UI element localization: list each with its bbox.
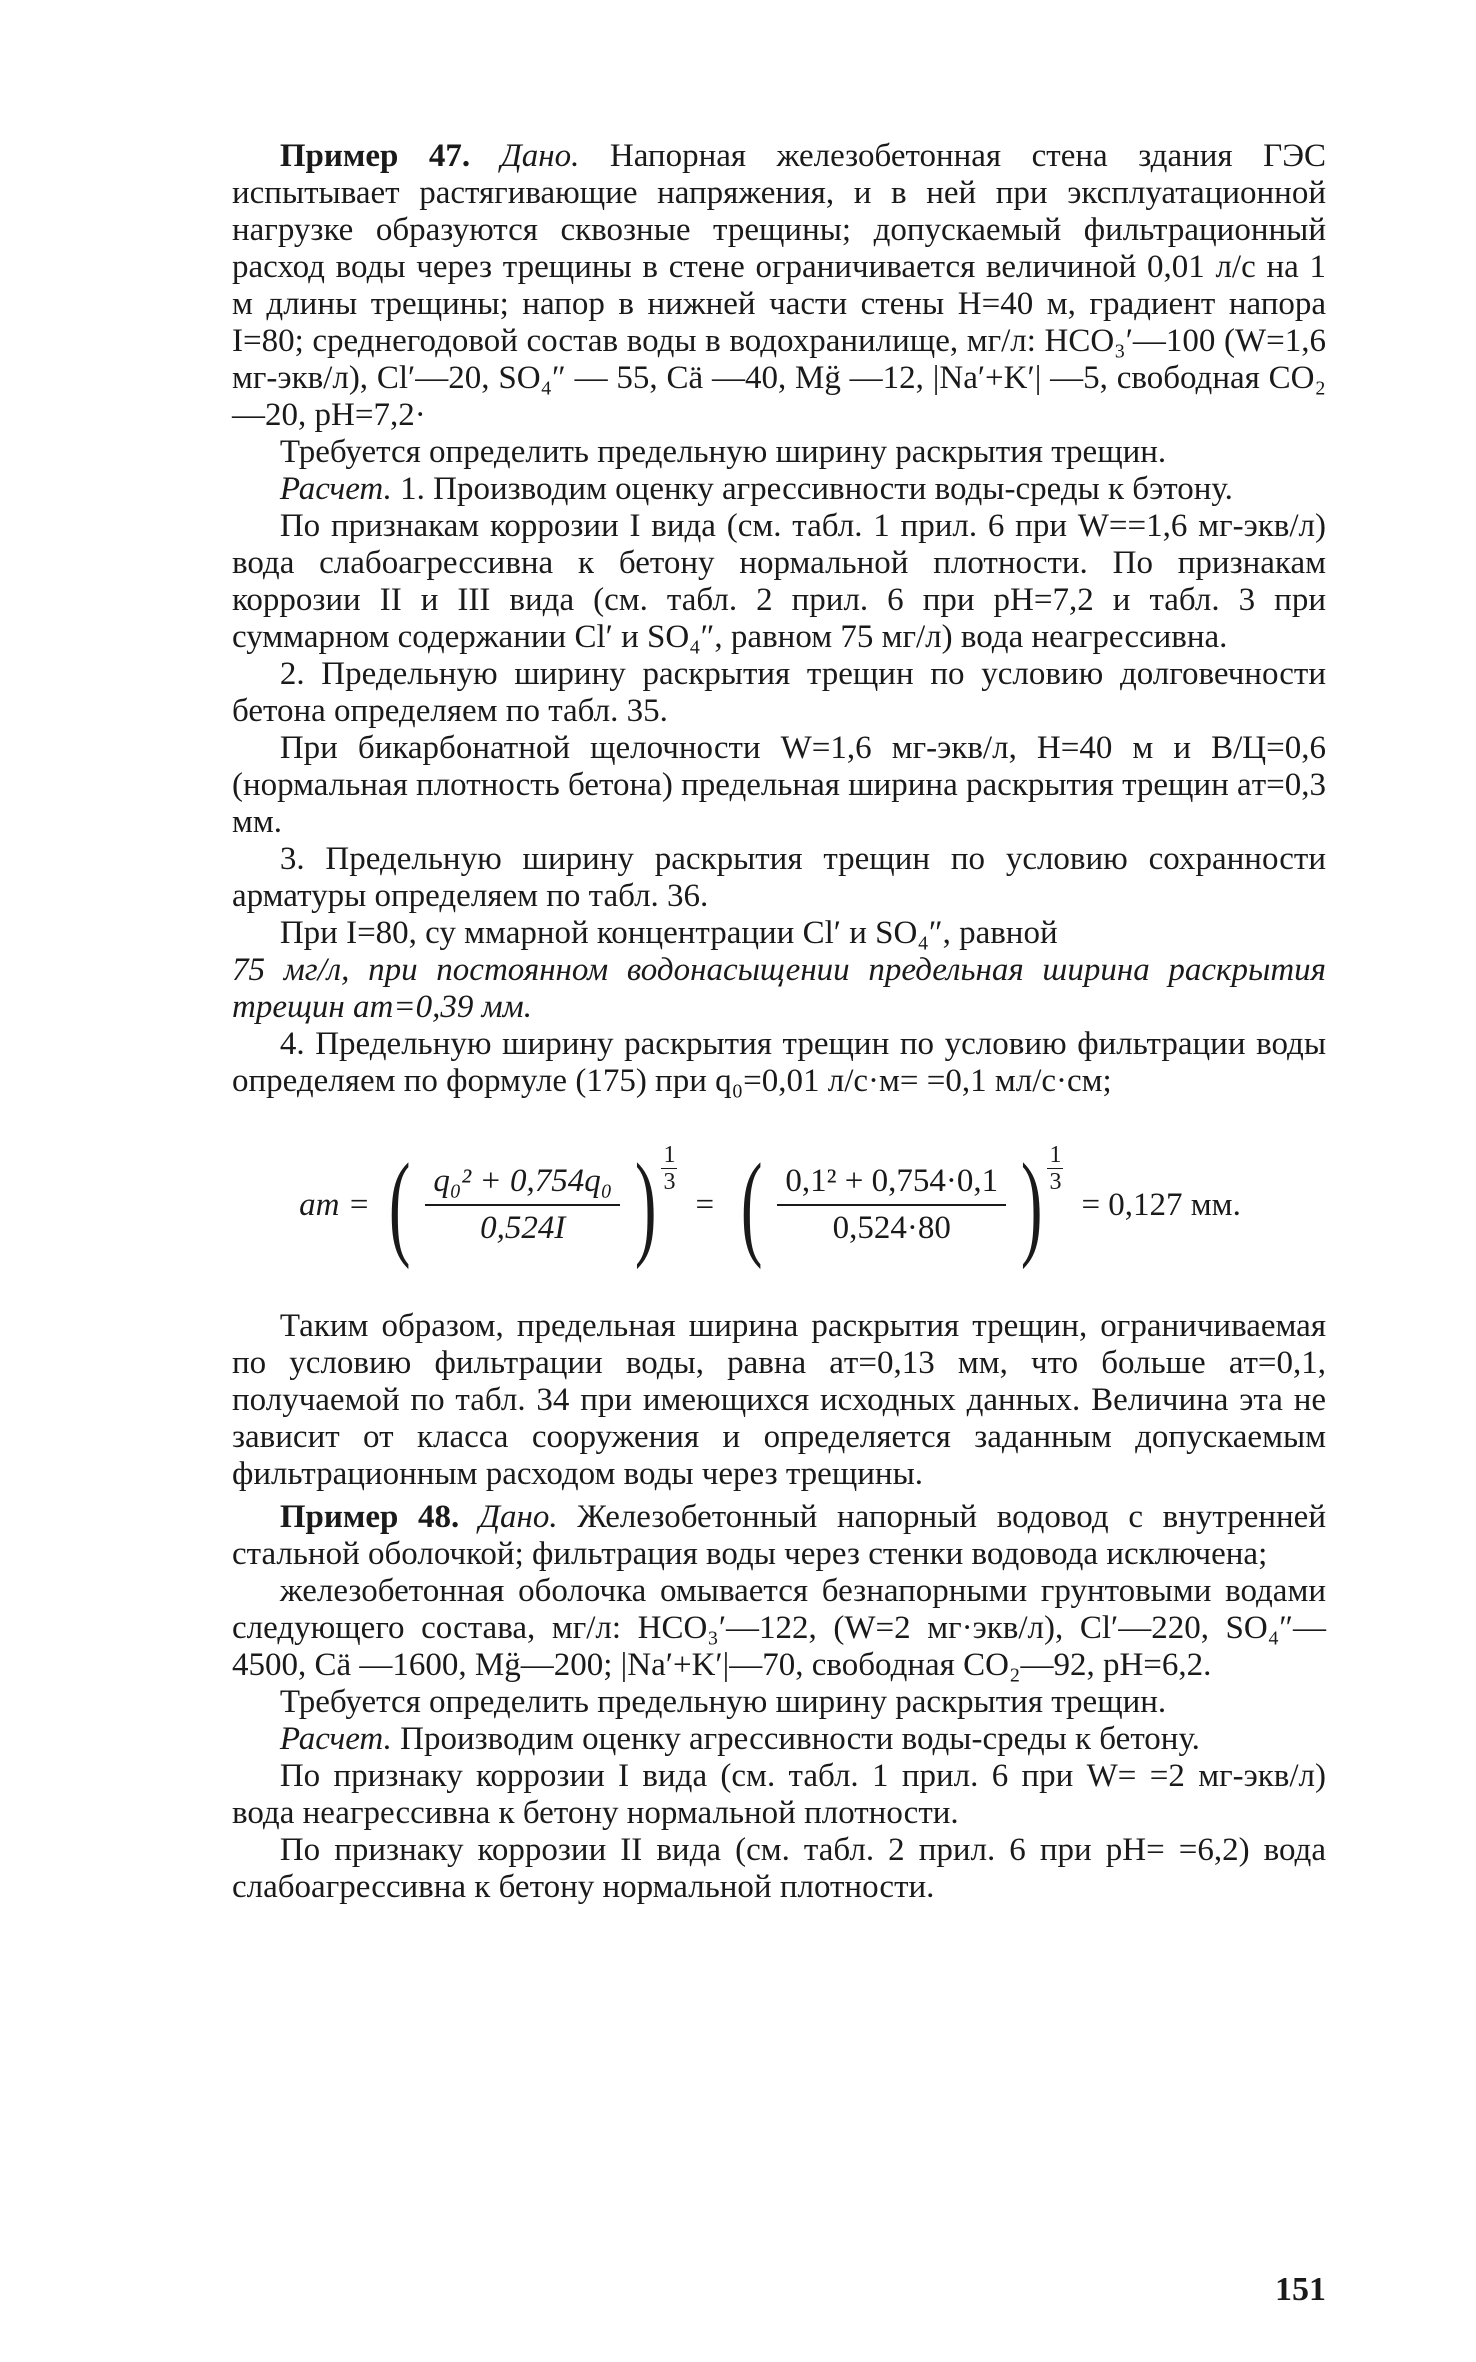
example-47-calc-step-3: 3. Предельную ширину раскрытия трещин по условию сохранности арматуры определяем по табл. 36. xyxy=(232,841,1326,914)
formula-group-numeric: ( $\frac{\text{0,1² + 0,754·0,1}}{0,524\cdot 80}$ ) 1 3 xyxy=(740,1139,1062,1270)
formula-numerator-numeric: 0,1² + 0,754·0,1 xyxy=(777,1163,1006,1206)
document-page xyxy=(232,138,1326,2308)
formula-result: = 0,127 мм. xyxy=(1081,1186,1241,1223)
example-47-reinforcement-line: При I=80, су ммарной концентрации Cl′ и SO₄″, равной xyxy=(279,915,1058,951)
formula-fraction-numeric xyxy=(777,1163,1006,1247)
example-47-calc-step-4: 4. Предельную ширину раскрытия трещин по условию фильтрации воды определяем по формуле (175) при q₀=0,01 л/с·м= =0,1 мл/с·см; xyxy=(232,1026,1326,1099)
example-48-intro: Пример 48. Дано. Железобетонный напорный водовод с внутренней стальной оболочкой; фильтрация воды через стенки водовода исключена; xyxy=(232,1499,1326,1572)
formula-group-symbolic: ( $\frac{\text{q₀² + 0,754q₀}}{0,524I}$ ) 1 3 xyxy=(388,1139,676,1270)
example-48-label: Пример 48. xyxy=(279,1499,460,1535)
example-47-task: Требуется определить предельную ширину раскрытия трещин. xyxy=(279,434,1167,470)
calc-label-2: Расчет. xyxy=(279,1721,392,1757)
page-number: 151 xyxy=(1275,2271,1326,2308)
example-47-label: Пример 47. xyxy=(279,138,471,174)
example-47-calc-step-1: Расчет. 1. Производим оценку агрессивности воды-среды к бэтону. xyxy=(279,471,1233,507)
example-47-given: Дано. xyxy=(500,138,580,174)
formula-numerator-symbolic: q₀² + 0,754q₀ xyxy=(425,1163,620,1206)
example-48-corrosion-1: По признаку коррозии I вида (см. табл. 1 прил. 6 при W= =2 мг-экв/л) вода неагрессивна к бетону нормальной плотности. xyxy=(232,1758,1326,1831)
example-47-conclusion: Таким образом, предельная ширина раскрытия трещин, ограничиваемая по условию фильтрации воды, равна aт=0,13 мм, что больше aт=0,1, получаемой по табл. 34 при имеющихся исходных данных. Величина эта не зависит от класса сооружения и определяется заданным допускаемым фильтрационным расходом воды через трещины. xyxy=(232,1308,1326,1492)
example-48-groundwater: железобетонная оболочка омывается безнапорными грунтовыми водами следующего состава, мг/л: HCO₃′—122, (W=2 мг·экв/л), Cl′—220, SO₄″—4500, Cä —1600, Mg̈—200; |Na′+K′|—70, свободная CO₂—92, pH=6,2. xyxy=(232,1573,1326,1683)
example-47-corrosion-assessment: По признакам коррозии I вида (см. табл. 1 прил. 6 при W==1,6 мг-экв/л) вода слабоагрессивна к бетону нормальной плотности. По признакам коррозии II и III вида (см. табл. 2 прил. 6 при pH=7,2 и табл. 3 при суммарном содержании Cl′ и SO₄″, равном 75 мг/л) вода неагрессивна. xyxy=(232,508,1326,655)
example-47-intro xyxy=(232,138,1326,434)
formula-exponent-2: 1 3 xyxy=(1049,1142,1062,1195)
example-47-reinforcement-result: 75 мг/л, при постоянном водонасыщении предельная ширина раскрытия трещин aт=0,39 мм. xyxy=(232,952,1326,1025)
calc-label: Расчет. xyxy=(279,471,392,507)
formula-denominator-numeric: 0,524·80 xyxy=(832,1210,951,1246)
crack-width-formula xyxy=(232,1130,1326,1280)
formula-fraction-symbolic xyxy=(425,1163,620,1247)
example-48-task: Требуется определить предельную ширину раскрытия трещин. xyxy=(279,1684,1167,1720)
formula-lhs: aт = xyxy=(299,1186,371,1223)
formula-denominator-symbolic: 0,524I xyxy=(480,1210,566,1246)
example-48-calc: Расчет. Производим оценку агрессивности воды-среды к бетону. xyxy=(279,1721,1200,1757)
example-47-calc-step-2: 2. Предельную ширину раскрытия трещин по условию долговечности бетона определяем по табл. 35. xyxy=(232,656,1326,729)
example-48-corrosion-2: По признаку коррозии II вида (см. табл. 2 прил. 6 при pH= =6,2) вода слабоагрессивна к бетону нормальной плотности. xyxy=(232,1832,1326,1905)
formula-exponent: 1 3 xyxy=(663,1142,676,1195)
example-48-given: Дано. xyxy=(478,1499,558,1535)
example-47-durability-result: При бикарбонатной щелочности W=1,6 мг-экв/л, H=40 м и В/Ц=0,6 (нормальная плотность бетона) предельная ширина раскрытия трещин aт=0,3 мм. xyxy=(232,730,1326,840)
example-47-given-text: Напорная железобетонная стена здания ГЭС испытывает растягивающие напряжения, и в ней при эксплуатационной нагрузке образуются сквозные трещины; допускаемый фильтрационный расход воды через трещины в стене ограничивается величиной 0,01 л/с на 1 м длины трещины; напор в нижней части стены H=40 м, градиент напора I=80; среднегодовой состав воды в водохранилище, мг/л: HCO₃′—100 (W=1,6 мг-экв/л), Cl′—20, SO₄″ — 55, Cä —40, Mg̈ —12, |Na′+K′| —5, свободная CO₂—20, pH=7,2· xyxy=(232,138,1327,433)
formula-equals: = xyxy=(695,1186,715,1223)
